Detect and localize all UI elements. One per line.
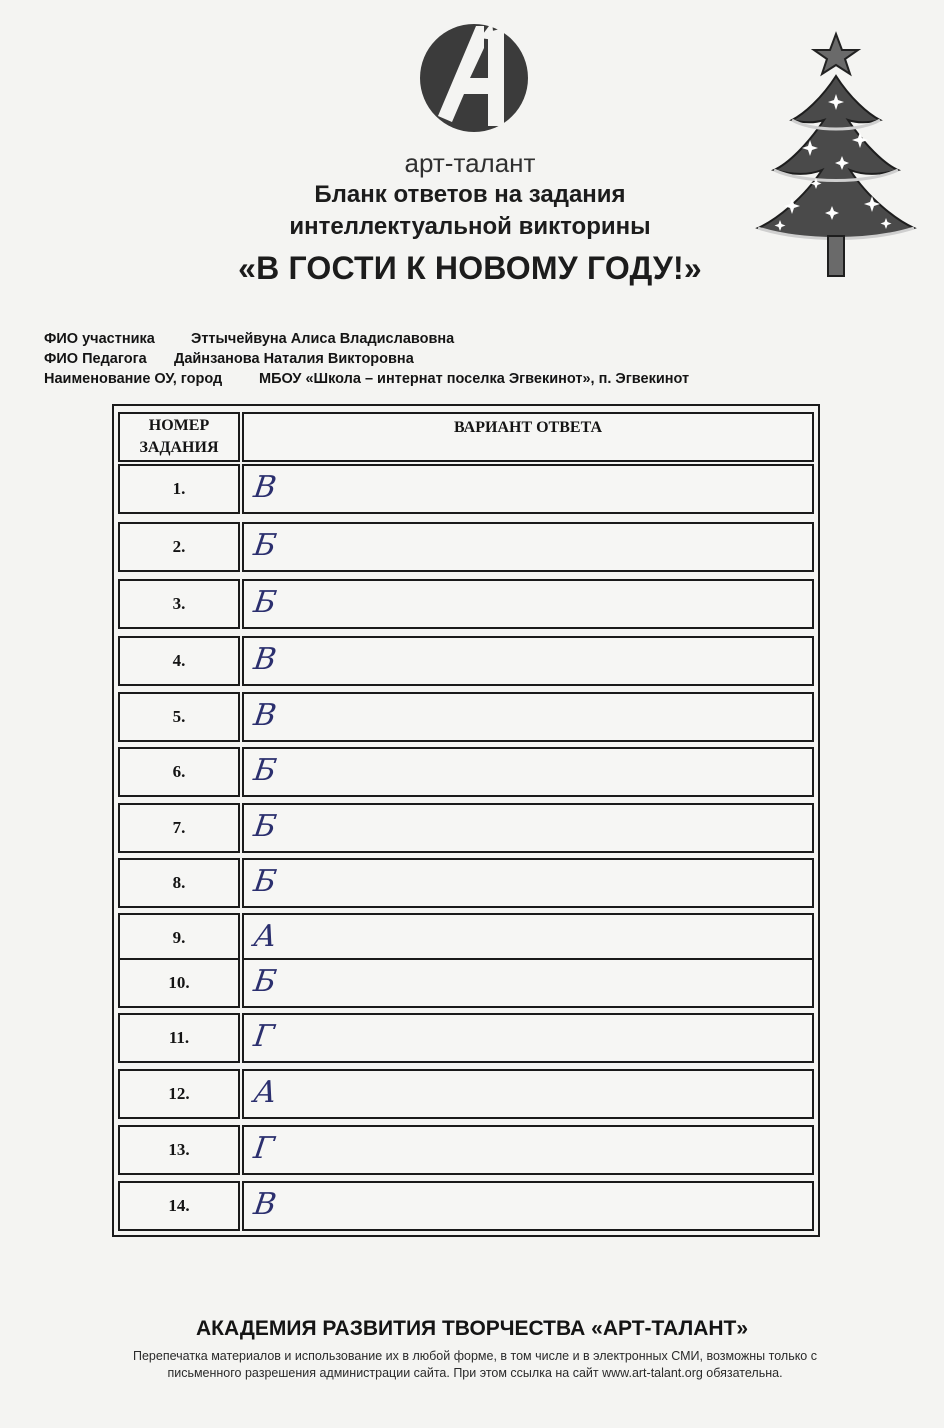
question-number-cell xyxy=(118,1181,240,1231)
header-number-label: НОМЕР ЗАДАНИЯ xyxy=(139,417,219,456)
handwritten-answer: Б xyxy=(251,864,279,899)
question-number: 11. xyxy=(168,1028,190,1047)
participant-row xyxy=(44,329,689,349)
question-number-cell xyxy=(118,858,240,908)
answer-cell xyxy=(242,1013,814,1063)
school-name: МБОУ «Школа – интернат поселка Эгвекинот», п. Эгвекинот xyxy=(259,371,690,387)
art-talant-logo xyxy=(418,18,530,136)
participant-info xyxy=(44,329,689,389)
answer-cell xyxy=(242,913,814,963)
participant-label: ФИО участника xyxy=(44,331,155,347)
question-number-cell xyxy=(118,522,240,572)
answer-cell xyxy=(242,747,814,797)
answer-table xyxy=(112,404,820,1237)
question-number: 6. xyxy=(172,762,186,781)
question-number-cell xyxy=(118,747,240,797)
participant-name: Эттычейвуна Алиса Владиславовна xyxy=(191,331,455,347)
teacher-label: ФИО Педагога xyxy=(44,351,147,367)
school-row xyxy=(44,369,689,389)
handwritten-answer: В xyxy=(251,470,279,505)
question-number: 13. xyxy=(168,1140,190,1159)
answer-cell xyxy=(242,464,814,514)
title-line-2: интеллектуальной викторины xyxy=(289,213,651,240)
question-number-cell xyxy=(118,1013,240,1063)
handwritten-answer: В xyxy=(251,698,279,733)
question-number: 7. xyxy=(172,818,186,837)
brand-name: арт-талант xyxy=(404,148,536,178)
question-number-cell xyxy=(118,803,240,853)
handwritten-answer: Б xyxy=(251,809,279,844)
handwritten-answer: А xyxy=(251,919,280,954)
copyright-note xyxy=(80,1348,870,1382)
question-number: 2. xyxy=(172,537,186,556)
handwritten-answer: Б xyxy=(251,753,279,788)
answer-cell xyxy=(242,958,814,1008)
question-number: 3. xyxy=(172,594,186,613)
question-number-cell xyxy=(118,636,240,686)
answer-cell xyxy=(242,636,814,686)
copyright-line-2: письменного разрешения администрации сайта. При этом ссылка на сайт www.art-talant.org обязательна. xyxy=(167,1366,783,1380)
question-number-cell xyxy=(118,579,240,629)
academy-title: АКАДЕМИЯ РАЗВИТИЯ ТВОРЧЕСТВА «АРТ-ТАЛАНТ» xyxy=(195,1317,749,1340)
question-number: 12. xyxy=(168,1084,190,1103)
teacher-row xyxy=(44,349,689,369)
christmas-tree-image xyxy=(752,28,920,283)
school-label: Наименование ОУ, город xyxy=(44,371,223,387)
question-number-cell xyxy=(118,913,240,963)
question-number: 14. xyxy=(168,1196,190,1215)
answer-cell xyxy=(242,692,814,742)
handwritten-answer: В xyxy=(251,642,279,677)
header-answer-cell xyxy=(242,412,814,462)
answer-cell xyxy=(242,1125,814,1175)
answer-cell xyxy=(242,579,814,629)
handwritten-answer: В xyxy=(251,1187,279,1222)
handwritten-answer: Б xyxy=(251,585,279,620)
question-number: 4. xyxy=(172,651,186,670)
question-number-cell xyxy=(118,464,240,514)
answer-cell xyxy=(242,522,814,572)
handwritten-answer: Г xyxy=(251,1131,277,1166)
copyright-line-1: Перепечатка материалов и использование их в любой форме, в том числе и в электронных СМИ, возможны только с xyxy=(132,1349,817,1363)
title-line-1: Бланк ответов на задания xyxy=(314,181,626,208)
answer-cell xyxy=(242,803,814,853)
header-number-cell xyxy=(118,412,240,462)
teacher-name: Дайнзанова Наталия Викторовна xyxy=(174,351,414,367)
question-number: 5. xyxy=(172,707,186,726)
question-number: 1. xyxy=(172,479,186,498)
header-answer-label: ВАРИАНТ ОТВЕТА xyxy=(454,419,602,436)
handwritten-answer: Г xyxy=(251,1019,277,1054)
question-number-cell xyxy=(118,958,240,1008)
answer-cell xyxy=(242,1069,814,1119)
question-number-cell xyxy=(118,1069,240,1119)
handwritten-answer: А xyxy=(251,1075,280,1110)
handwritten-answer: Б xyxy=(251,528,279,563)
question-number-cell xyxy=(118,692,240,742)
question-number: 9. xyxy=(172,928,186,947)
question-number-cell xyxy=(118,1125,240,1175)
answer-cell xyxy=(242,858,814,908)
answer-cell xyxy=(242,1181,814,1231)
question-number: 10. xyxy=(168,973,190,992)
handwritten-answer: Б xyxy=(251,964,279,999)
question-number: 8. xyxy=(172,873,186,892)
quiz-title: «В ГОСТИ К НОВОМУ ГОДУ!» xyxy=(238,250,702,286)
